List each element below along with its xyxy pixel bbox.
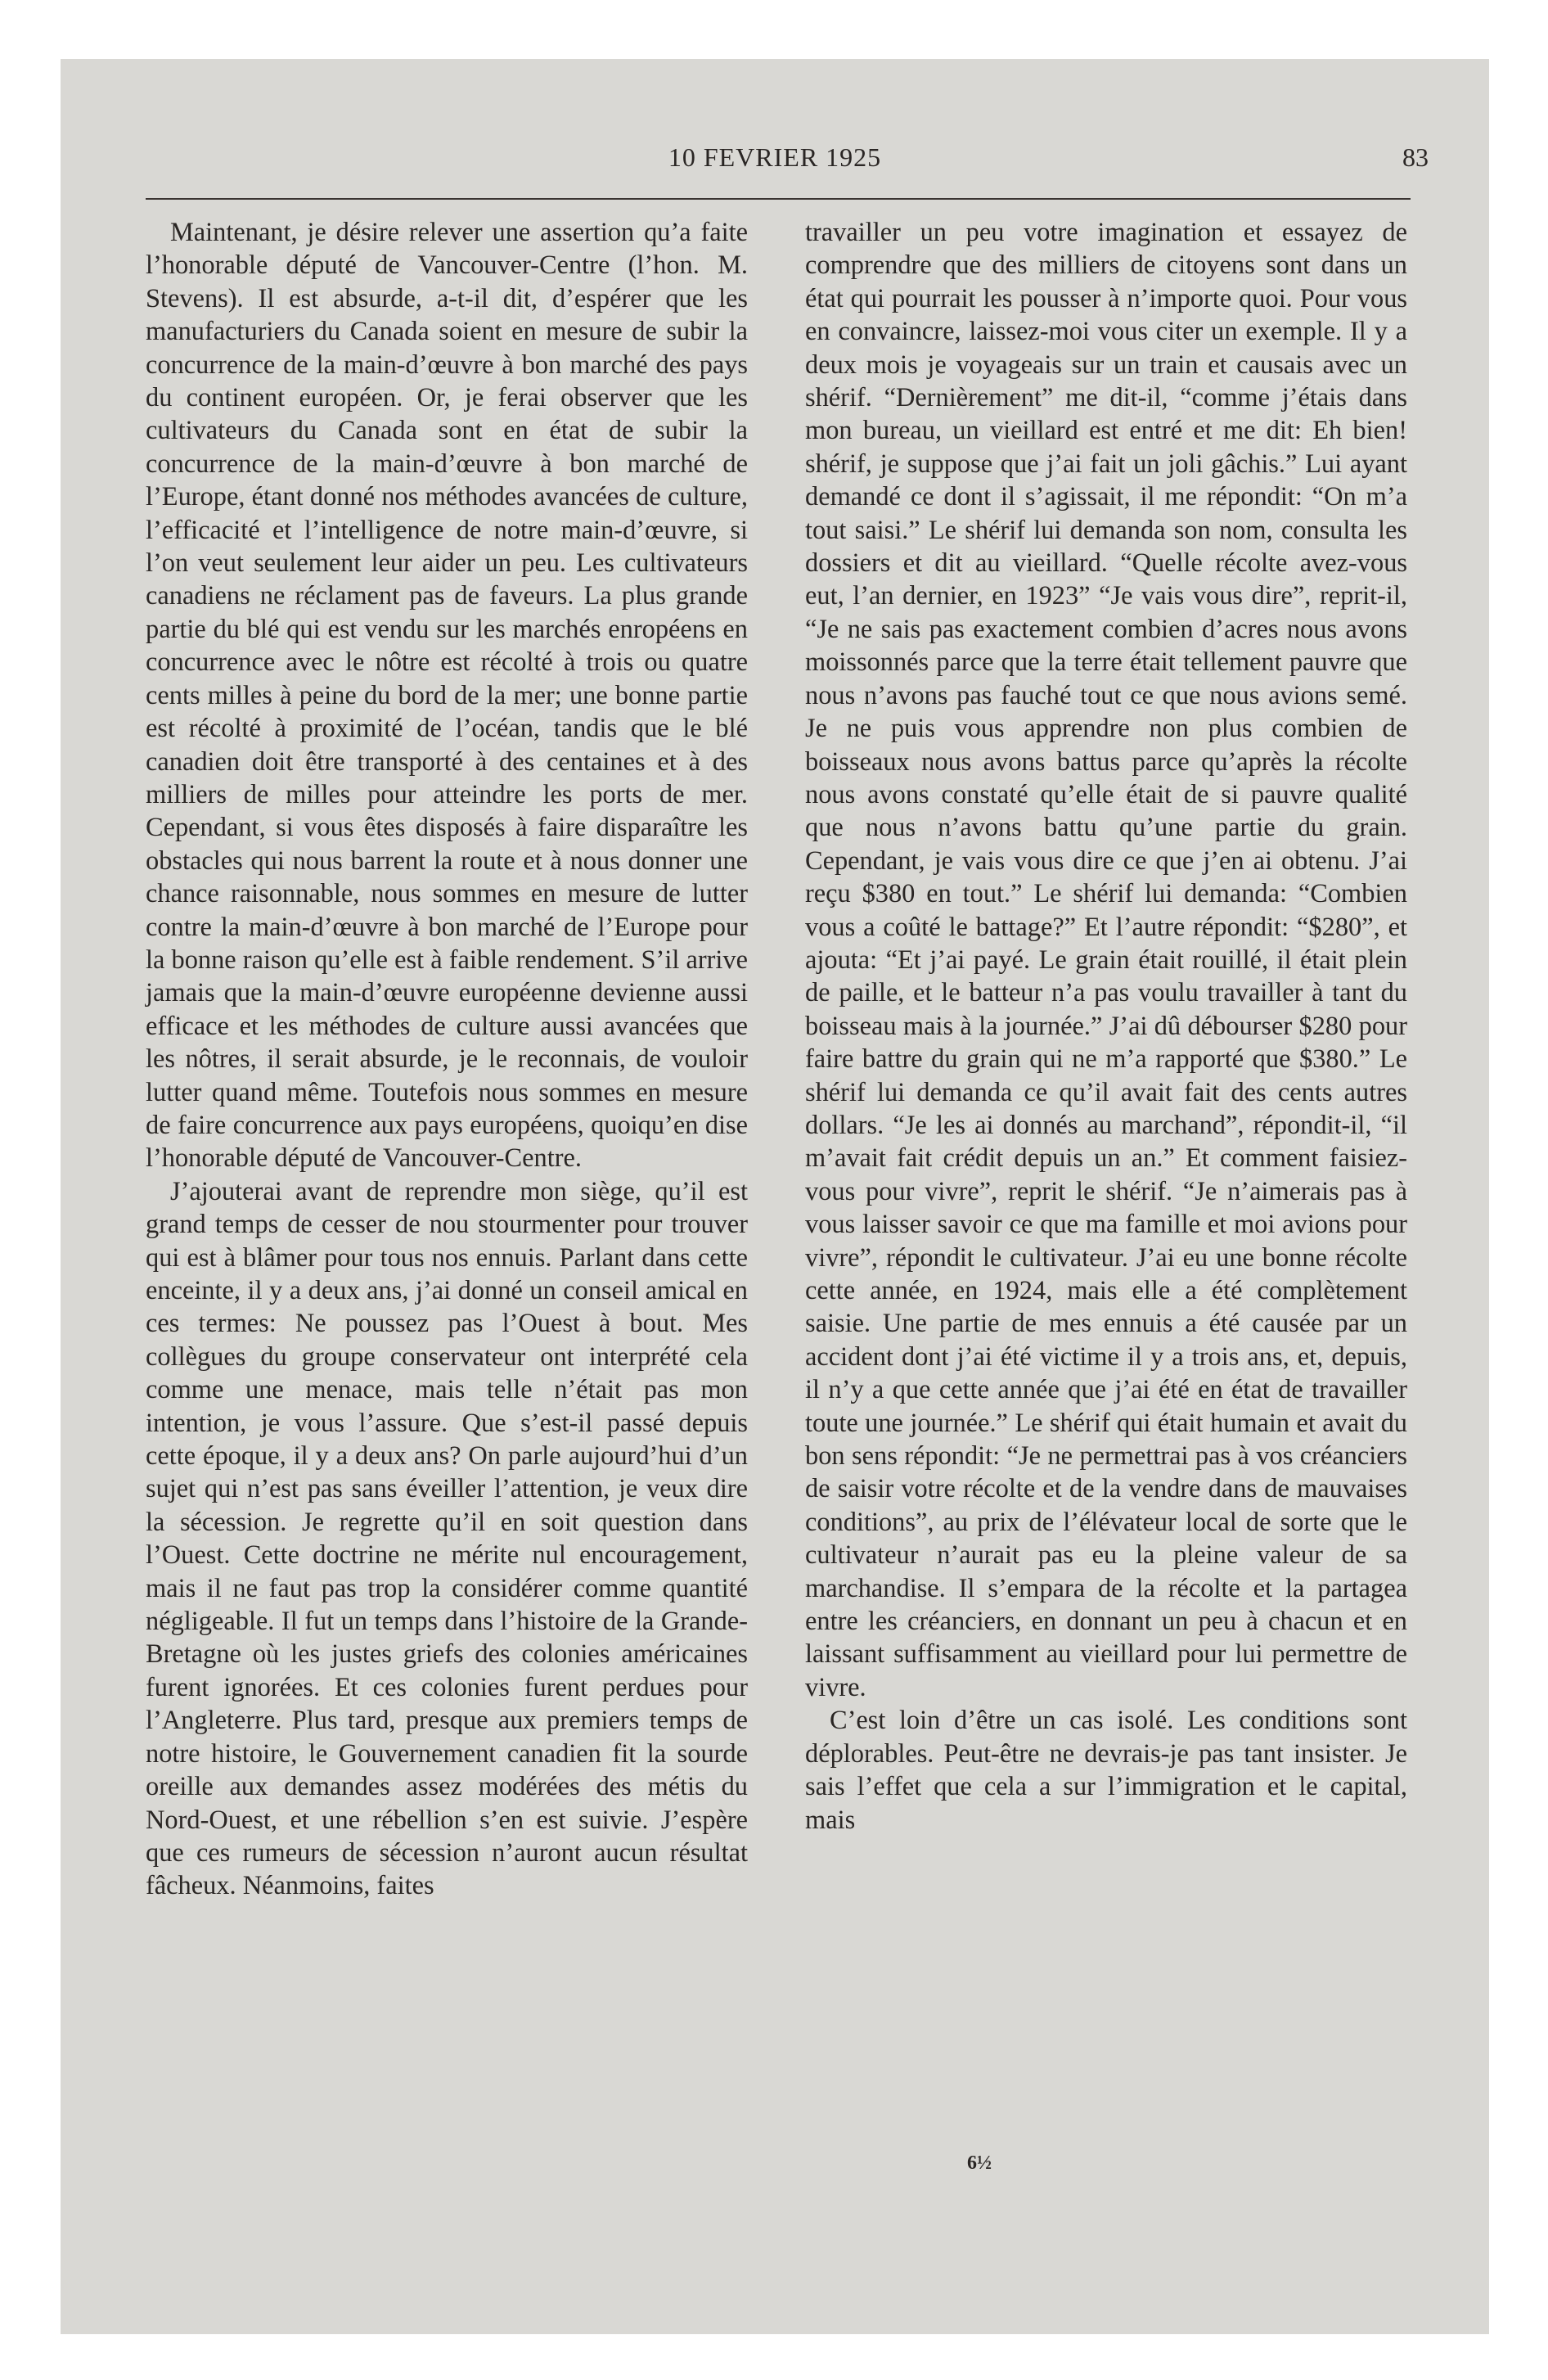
document-page xyxy=(61,59,1489,2334)
paragraph: Maintenant, je désire relever une assertion qu’a faite l’honorable député de Vancouver-Centre (l’hon. M. Stevens). Il est absurde, a-t-il dit, d’espérer que les manufacturiers du Canada soient en mesure de subir la concurrence de la main-d’œuvre à bon marché des pays du continent européen. Or, je ferai observer que les cultivateurs du Canada sont en état de subir la concurrence de la main-d’œuvre à bon marché de l’Europe, étant donné nos méthodes avancées de culture, l’efficacité et l’intelligence de notre main-d’œuvre, si l’on veut seulement leur aider un peu. Les cultivateurs canadiens ne réclament pas de faveurs. La plus grande partie du blé qui est vendu sur les marchés enropéens en concurrence avec le nôtre est récolté à trois ou quatre cents milles à peine du bord de la mer; une bonne partie est récolté à proximité de l’océan, tandis que le blé canadien doit être transporté à des centaines et à des milliers de milles pour atteindre les ports de mer. Cependant, si vous êtes disposés à faire disparaître les obstacles qui nous barrent la route et à nous donner une chance raisonnable, nous sommes en mesure de lutter contre la main-d’œuvre à bon marché de l’Europe pour la bonne raison qu’elle est à faible rendement. S’il arrive jamais que la main-d’œuvre européenne devienne aussi efficace et les méthodes de culture aussi avancées que les nôtres, il serait absurde, je le reconnais, de vouloir lutter quand même. Toutefois nous sommes en mesure de faire concurrence aux pays européens, quoiqu’en dise l’honorable député de Vancouver-Centre. xyxy=(146,218,748,1174)
scanned-page xyxy=(61,59,1489,2334)
right-column xyxy=(805,216,1407,1837)
signature-mark: 6½ xyxy=(967,2152,992,2174)
page-number: 83 xyxy=(1402,142,1429,172)
header-rule xyxy=(146,198,1411,200)
page-header-date: 10 FEVRIER 1925 xyxy=(668,142,882,172)
paragraph: travailler un peu votre imagination et essayez de comprendre que des milliers de citoyens sont dans un état qui pourrait les pousser à n’importe quoi. Pour vous en convaincre, laissez-moi vous citer un exemple. Il y a deux mois je voyageais sur un train et causais avec un shérif. “Dernièrement” me dit-il, “comme j’étais dans mon bureau, un vieillard est entré et me dit: Eh bien! shérif, je suppose que j’ai fait un joli gâchis.” Lui ayant demandé ce dont il s’agissait, il me répondit: “On m’a tout saisi.” Le shérif lui demanda son nom, consulta les dossiers et dit au vieillard. “Quelle récolte avez-vous eut, l’an dernier, en 1923” “Je vais vous dire”, reprit-il, “Je ne sais pas exactement combien d’acres nous avons moissonnés parce que la terre était tellement pauvre que nous n’avons pas fauché tout ce que nous avions semé. Je ne puis vous apprendre non plus combien de boisseaux nous avons battus parce qu’après la récolte nous avons constaté qu’elle était de si pauvre qualité que nous n’avons battu qu’une partie du grain. Cependant, je vais vous dire ce que j’en ai obtenu. J’ai reçu $380 en tout.” Le shérif lui demanda: “Combien vous a coûté le battage?” Et l’autre répondit: “$280”, et ajouta: “Et j’ai payé. Le grain était rouillé, il était plein de paille, et le batteur n’a pas voulu travailler à tant du boisseau mais à la journée.” J’ai dû débourser $280 pour faire battre du grain qui ne m’a rapporté que $380.” Le shérif lui demanda ce qu’il avait fait des cents autres dollars. “Je les ai donnés au marchand”, répondit-il, “il m’avait fait crédit depuis un an.” Et comment faisiez-vous pour vivre”, reprit le shérif. “Je n’aimerais pas à vous laisser savoir ce que ma famille et moi avions pour vivre”, répondit le cultivateur. J’ai eu une bonne récolte cette année, en 1924, mais elle a été complètement saisie. Une partie de mes ennuis a été causée par un accident dont j’ai été victime il y a trois ans, et, depuis, il n’y a que cette année que j’ai été en état de travailler toute une journée.” Le shérif qui était humain et avait du bon sens répondit: “Je ne permettrai pas à vos créanciers de saisir votre récolte et de la vendre dans de mauvaises conditions”, au prix de l’élévateur local de sorte que le cultivateur n’aurait pas eu la pleine valeur de sa marchandise. Il s’empara de la récolte et la partagea entre les créanciers, en donnant un peu à chacun et en laissant suffisamment au vieillard pour lui permettre de vivre. xyxy=(805,218,1407,1702)
paragraph: J’ajouterai avant de reprendre mon siège, qu’il est grand temps de cesser de nou stourmenter pour trouver qui est à blâmer pour tous nos ennuis. Parlant dans cette enceinte, il y a deux ans, j’ai donné un conseil amical en ces termes: Ne poussez pas l’Ouest à bout. Mes collègues du groupe conservateur ont interprété cela comme une menace, mais telle n’était pas mon intention, je vous l’assure. Que s’est-il passé depuis cette époque, il y a deux ans? On parle aujourd’hui d’un sujet qui n’est pas sans éveiller l’attention, je veux dire la sécession. Je regrette qu’il en soit question dans l’Ouest. Cette doctrine ne mérite nul encouragement, mais il ne faut pas trop la considérer comme quantité négligeable. Il fut un temps dans l’histoire de la Grande-Bretagne où les justes griefs des colonies américaines furent ignorées. Et ces colonies furent perdues pour l’Angleterre. Plus tard, presque aux premiers temps de notre histoire, le Gouvernement canadien fit la sourde oreille aux demandes assez modérées des métis du Nord-Ouest, et une rébellion s’en est suivie. J’espère que ces rumeurs de sécession n’auront aucun résultat fâcheux. Néanmoins, faites xyxy=(146,1176,748,1901)
paragraph: C’est loin d’être un cas isolé. Les conditions sont déplorables. Peut-être ne devrais-je pas tant insister. Je sais l’effet que cela a sur l’immigration et le capital, mais xyxy=(805,1706,1407,1835)
left-column xyxy=(146,216,748,1903)
